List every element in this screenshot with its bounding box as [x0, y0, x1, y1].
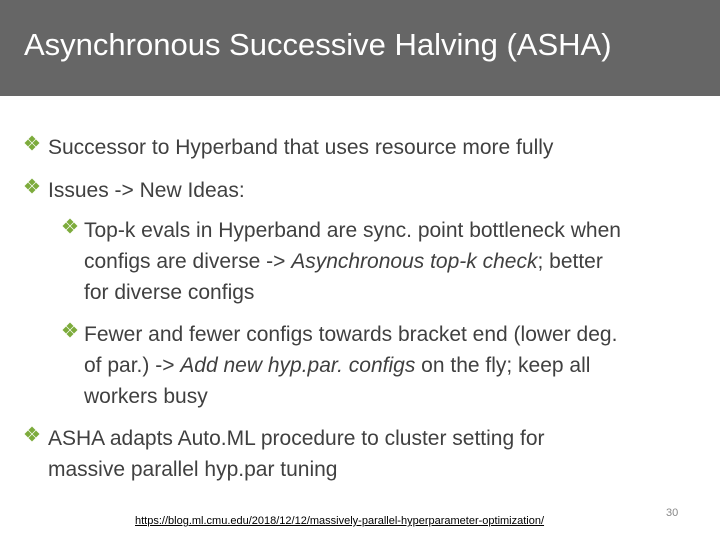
diamond-bullet-icon	[62, 322, 78, 338]
diamond-bullet-icon	[24, 426, 40, 442]
bullet-line	[48, 175, 245, 206]
emphasis-text: Add new hyp.par. configs	[180, 354, 416, 377]
bullet-text: Issues -> New Ideas:	[48, 179, 245, 202]
bullet-text: workers busy	[84, 385, 208, 408]
bullet-line	[48, 132, 553, 163]
diamond-bullet-icon	[62, 218, 78, 234]
page-number: 30	[666, 507, 679, 519]
bullet-item	[0, 319, 617, 412]
bullet-line	[84, 215, 621, 246]
title-bar	[0, 0, 720, 96]
bullet-line	[48, 454, 545, 485]
slide-title: Asynchronous Successive Halving (ASHA)	[24, 27, 612, 62]
bullet-text: ; better	[537, 250, 603, 273]
bullet-item	[0, 423, 545, 485]
bullet-text: Successor to Hyperband that uses resource more fully	[48, 136, 554, 159]
bullet-line	[84, 350, 617, 381]
bullet-text: configs are diverse ->	[84, 250, 292, 273]
bullet-text: ASHA adapts Auto.ML procedure to cluster setting for	[48, 427, 545, 450]
bullet-line	[84, 246, 621, 277]
source-link[interactable]: https://blog.ml.cmu.edu/2018/12/12/massively-parallel-hyperparameter-optimization/	[135, 515, 545, 527]
bullet-item	[0, 215, 621, 308]
bullet-text: for diverse configs	[84, 281, 255, 304]
bullet-item	[0, 175, 245, 206]
bullet-text: massive parallel hyp.par tuning	[48, 458, 338, 481]
bullet-line	[84, 277, 621, 308]
diamond-bullet-icon	[24, 178, 40, 194]
emphasis-text: Asynchronous top-k check	[291, 250, 538, 273]
diamond-bullet-icon	[24, 135, 40, 151]
bullet-line	[48, 423, 545, 454]
bullet-text: Fewer and fewer configs towards bracket end (lower deg.	[84, 323, 618, 346]
bullet-text: Top-k evals in Hyperband are sync. point bottleneck when	[84, 219, 621, 242]
bullet-line	[84, 319, 617, 350]
bullet-item	[0, 132, 553, 163]
bullet-text: of par.) ->	[84, 354, 181, 377]
bullet-text: on the fly; keep all	[415, 354, 591, 377]
bullet-line	[84, 381, 617, 412]
